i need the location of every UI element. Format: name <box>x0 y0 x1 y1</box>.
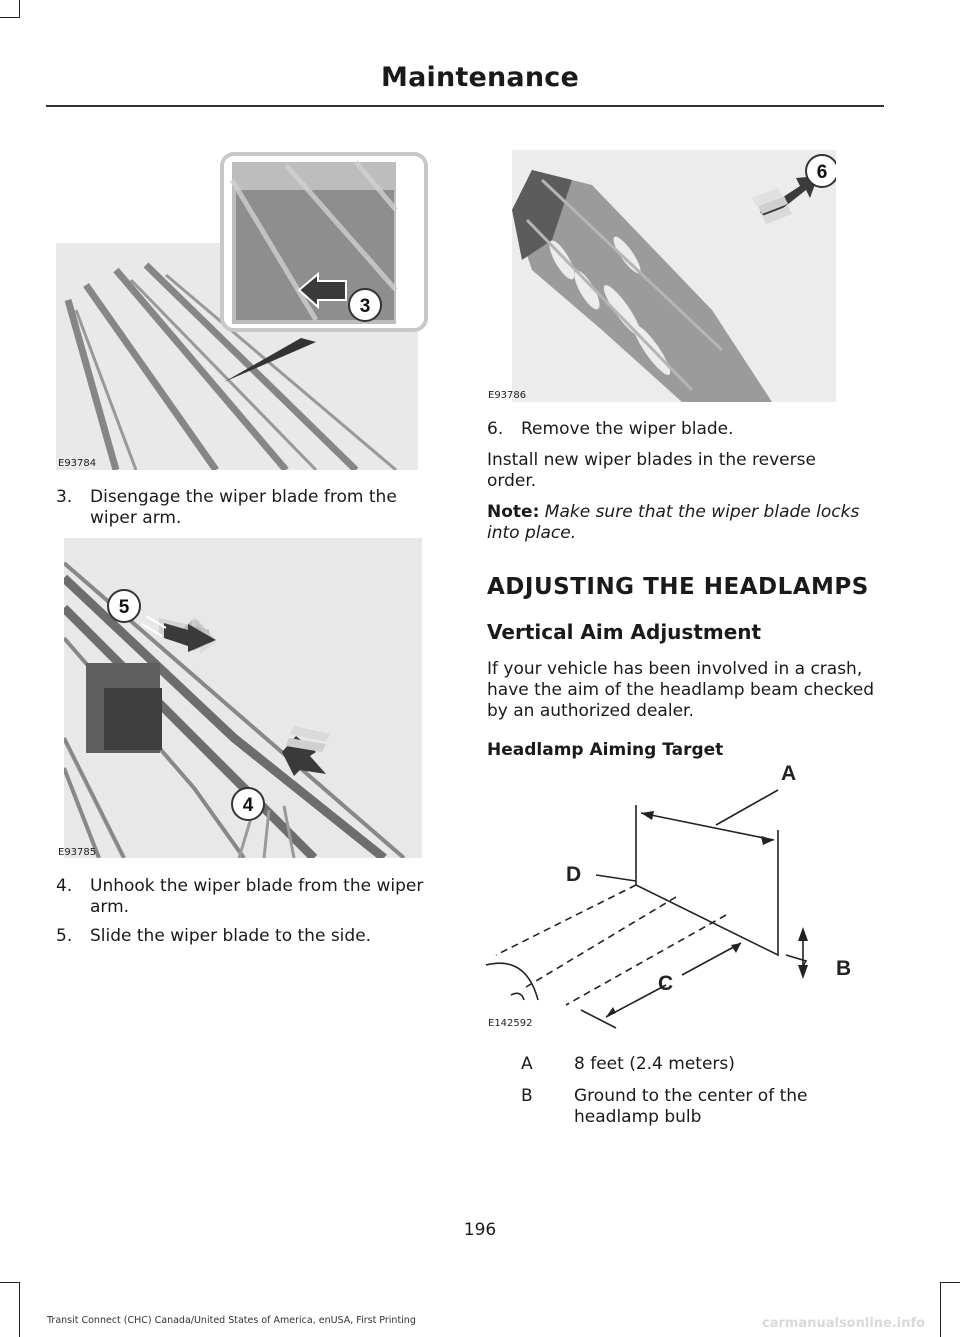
legend-key: B <box>521 1086 533 1106</box>
crop-mark <box>940 1282 941 1337</box>
step-number: 5. <box>56 926 73 946</box>
note-label: Note: <box>487 502 540 522</box>
legend-row <box>487 1054 887 1076</box>
figure-code: E142592 <box>488 1018 533 1029</box>
step-3 <box>56 487 436 531</box>
target-heading: Headlamp Aiming Target <box>487 740 724 760</box>
header-divider <box>46 105 884 107</box>
section-heading: ADJUSTING THE HEADLAMPS <box>487 574 869 600</box>
watermark: carmanualsonline.info <box>762 1316 926 1331</box>
crop-mark <box>19 1282 20 1337</box>
crop-mark <box>0 1282 20 1283</box>
step-text: Disengage the wiper blade from the wiper arm. <box>90 487 397 528</box>
figure-wiper-remove <box>512 150 836 402</box>
crop-mark <box>0 17 20 18</box>
callout-6: 6 <box>816 162 828 183</box>
footer-text: Transit Connect (CHC) Canada/United States of America, enUSA, First Printing <box>47 1315 416 1326</box>
step-text: Remove the wiper blade. <box>521 419 734 439</box>
callout-3: 3 <box>359 296 371 317</box>
page-number: 196 <box>463 1220 497 1240</box>
step-5 <box>56 926 446 948</box>
step-text: Unhook the wiper blade from the wiper arm. <box>90 876 424 917</box>
step-number: 3. <box>56 487 73 507</box>
figure-wiper-slide <box>64 538 422 858</box>
label-a: A <box>781 762 797 785</box>
step-number: 6. <box>487 419 504 439</box>
step-6 <box>487 419 887 441</box>
subheading: Vertical Aim Adjustment <box>487 620 762 644</box>
legend-text: 8 feet (2.4 meters) <box>574 1054 735 1074</box>
figure-wiper-disengage <box>56 150 430 470</box>
figure-code: E93785 <box>58 847 97 858</box>
note-paragraph <box>487 502 887 544</box>
install-paragraph: Install new wiper blades in the reverse order. <box>487 450 816 491</box>
figure-aiming-target <box>486 755 866 1035</box>
figure-code: E93786 <box>488 390 527 401</box>
crop-mark <box>19 0 20 18</box>
label-b: B <box>836 957 852 980</box>
note-text: Make sure that the wiper blade locks into place. <box>487 502 860 543</box>
legend-text: Ground to the center of the headlamp bulb <box>574 1086 808 1127</box>
step-text: Slide the wiper blade to the side. <box>90 926 372 946</box>
callout-4: 4 <box>242 795 254 816</box>
crash-paragraph: If your vehicle has been involved in a crash, have the aim of the headlamp beam checked by an authorized dealer. <box>487 659 874 721</box>
callout-5: 5 <box>118 597 130 618</box>
label-c: C <box>658 972 674 995</box>
legend-key: A <box>521 1054 533 1074</box>
step-number: 4. <box>56 876 73 896</box>
step-4 <box>56 876 446 920</box>
crop-mark <box>940 1282 960 1283</box>
figure-code: E93784 <box>58 458 97 469</box>
legend-row <box>487 1086 887 1130</box>
label-d: D <box>566 863 582 886</box>
page-title: Maintenance <box>381 62 579 93</box>
